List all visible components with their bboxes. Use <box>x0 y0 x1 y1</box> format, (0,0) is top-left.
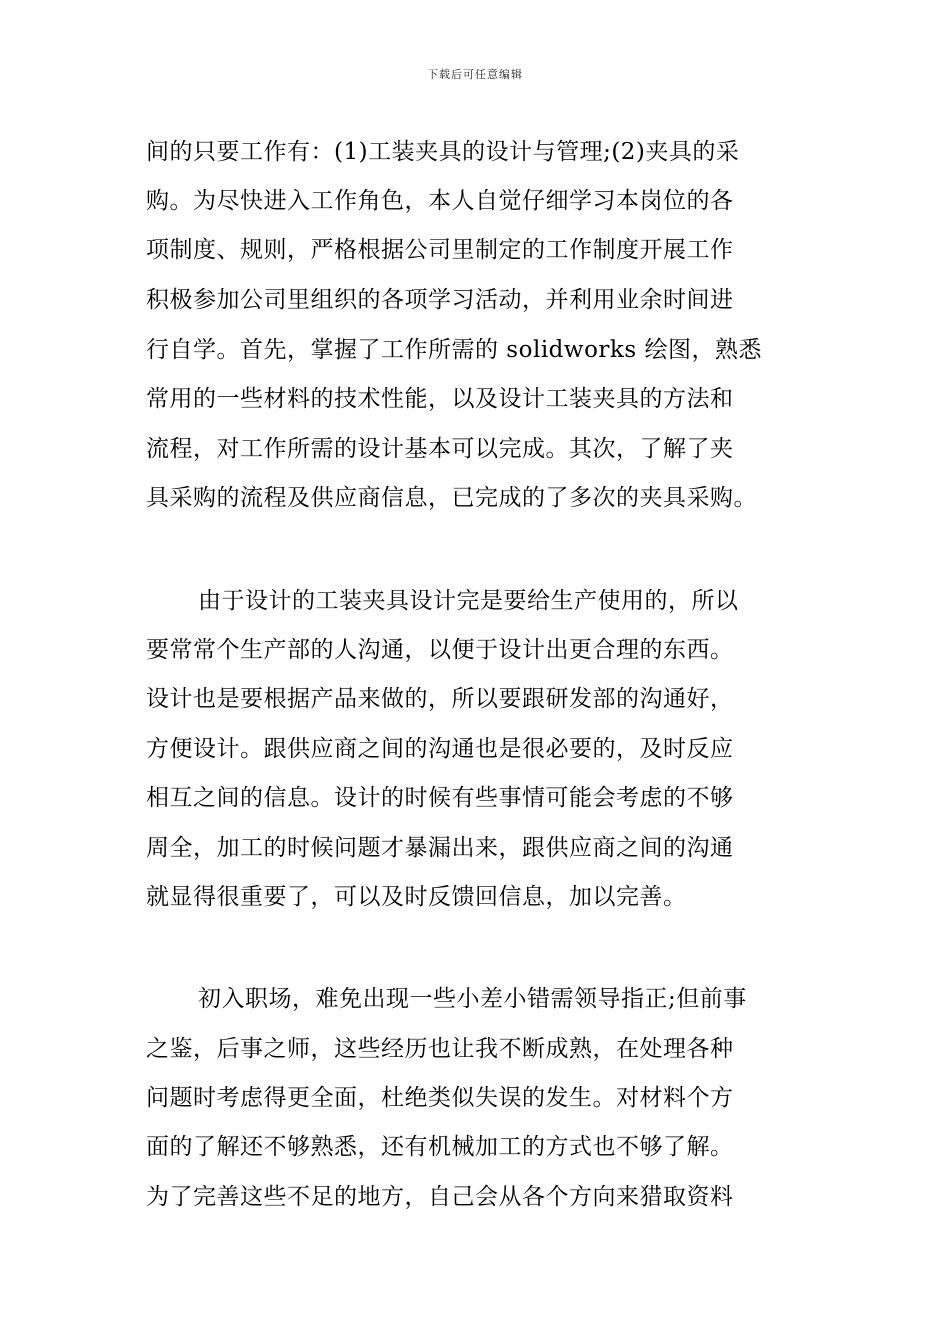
paragraph-2-line-4: 方便设计。跟供应商之间的沟通也是很必要的，及时反应 <box>146 736 734 762</box>
paragraph-1-line-8: 具采购的流程及供应商信息，已完成的了多次的夹具采购。 <box>146 485 757 511</box>
paragraph-2-line-2: 要常常个生产部的人沟通，以便于设计出更合理的东西。 <box>146 637 734 663</box>
paragraph-3-line-3: 问题时考虑得更全面，杜绝类似失误的发生。对材料个方 <box>146 1085 734 1111</box>
paragraph-2-line-1: 由于设计的工装夹具设计完是要给生产使用的，所以 <box>198 588 739 614</box>
paragraph-2-line-5: 相互之间的信息。设计的时候有些事情可能会考虑的不够 <box>146 785 734 811</box>
paragraph-1-line-1: 间的只要工作有：(1)工装夹具的设计与管理;(2)夹具的采 <box>146 139 740 165</box>
paragraph-1-line-2: 购。为尽快进入工作角色，本人自觉仔细学习本岗位的各 <box>146 188 734 214</box>
page-header: 下载后可任意编辑 <box>427 68 523 81</box>
paragraph-1-line-7: 流程，对工作所需的设计基本可以完成。其次，了解了夹 <box>146 436 734 462</box>
paragraph-1-line-5: 行自学。首先，掌握了工作所需的 solidworks 绘图，熟悉 <box>146 337 762 363</box>
paragraph-1-line-6: 常用的一些材料的技术性能，以及设计工装夹具的方法和 <box>146 386 734 412</box>
paragraph-2-line-3: 设计也是要根据产品来做的，所以要跟研发部的沟通好， <box>146 686 734 712</box>
paragraph-3-line-2: 之鉴，后事之师，这些经历也让我不断成熟，在处理各种 <box>146 1036 734 1062</box>
paragraph-1-line-3: 项制度、规则，严格根据公司里制定的工作制度开展工作 <box>146 237 734 263</box>
paragraph-2-line-6: 周全，加工的时候问题才暴漏出来，跟供应商之间的沟通 <box>146 835 734 861</box>
paragraph-1-line-4: 积极参加公司里组织的各项学习活动，并利用业余时间进 <box>146 287 734 313</box>
paragraph-2-line-7: 就显得很重要了，可以及时反馈回信息，加以完善。 <box>146 884 687 910</box>
paragraph-3-line-5: 为了完善这些不足的地方，自己会从各个方向来猎取资料 <box>146 1184 734 1210</box>
paragraph-3-line-1: 初入职场，难免出现一些小差小错需领导指正;但前事 <box>198 986 747 1012</box>
paragraph-3-line-4: 面的了解还不够熟悉，还有机械加工的方式也不够了解。 <box>146 1134 734 1160</box>
